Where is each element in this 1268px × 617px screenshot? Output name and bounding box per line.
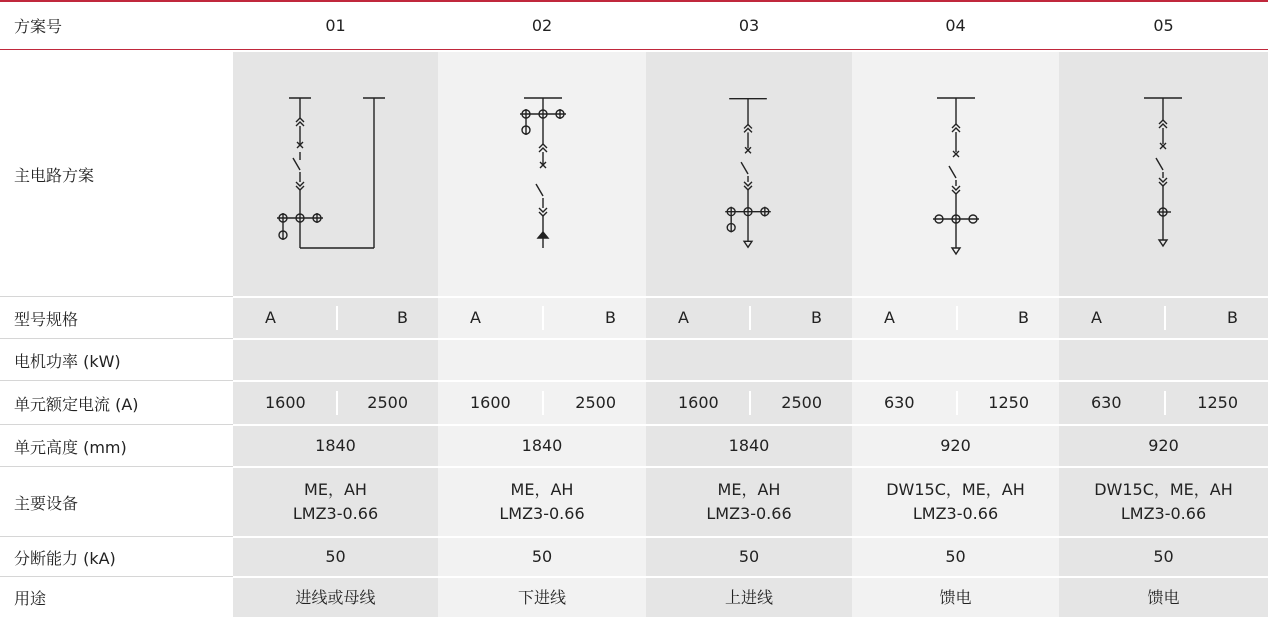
equipment-03 [646, 468, 852, 536]
current-04-b: 1250 [956, 391, 1060, 415]
equipment-04-line2: LMZ3-0.66 [912, 504, 999, 523]
current-03-a: 1600 [678, 393, 719, 412]
power-row [0, 340, 1268, 380]
scheme-03: 03 [646, 2, 852, 50]
current-05-b: 1250 [1164, 391, 1268, 415]
power-04 [852, 340, 1059, 380]
usage-04: 馈电 [852, 578, 1059, 617]
equipment-row [0, 468, 1268, 536]
current-02-b: 2500 [542, 391, 646, 415]
circuit-01-svg [233, 52, 438, 296]
breaking-03: 50 [646, 538, 852, 576]
current-01 [233, 382, 438, 424]
power-03 [646, 340, 852, 380]
equipment-02-line1: ME，AH [510, 480, 574, 499]
model-05 [1059, 298, 1268, 338]
power-02 [438, 340, 646, 380]
label-divider [0, 424, 233, 425]
equipment-label: 主要设备 [14, 493, 79, 513]
model-05-b: B [1164, 306, 1268, 330]
equipment-01 [233, 468, 438, 536]
model-04-b: B [956, 306, 1060, 330]
model-02 [438, 298, 646, 338]
usage-02: 下进线 [438, 578, 646, 617]
equipment-01-line1: ME，AH [304, 480, 367, 499]
scheme-01: 01 [233, 2, 438, 50]
breaking-01: 50 [233, 538, 438, 576]
model-01-b: B [336, 306, 439, 330]
equipment-04-line1: DW15C，ME，AH [886, 480, 1025, 499]
current-row [0, 382, 1268, 424]
model-01 [233, 298, 438, 338]
height-02: 1840 [438, 426, 646, 466]
label-divider [0, 466, 233, 467]
label-divider [0, 576, 233, 577]
breaking-row [0, 538, 1268, 576]
current-02 [438, 382, 646, 424]
equipment-05-line2: LMZ3-0.66 [1120, 504, 1207, 523]
height-01: 1840 [233, 426, 438, 466]
current-02-a: 1600 [470, 393, 511, 412]
current-05 [1059, 382, 1268, 424]
current-label: 单元额定电流 (A) [14, 394, 139, 414]
header-label: 方案号 [0, 2, 233, 50]
usage-05: 馈电 [1059, 578, 1268, 617]
height-03: 1840 [646, 426, 852, 466]
power-05 [1059, 340, 1268, 380]
equipment-03-line1: ME，AH [717, 480, 781, 499]
current-04 [852, 382, 1059, 424]
current-01-a: 1600 [265, 393, 306, 412]
equipment-02 [438, 468, 646, 536]
scheme-02: 02 [438, 2, 646, 50]
model-04-a: A [884, 308, 895, 327]
circuit-05-svg [1060, 52, 1267, 296]
breaking-02: 50 [438, 538, 646, 576]
model-label: 型号规格 [14, 309, 79, 329]
usage-row [0, 578, 1268, 617]
circuit-02-svg [440, 52, 645, 296]
model-02-b: B [542, 306, 646, 330]
breaking-04: 50 [852, 538, 1059, 576]
equipment-03-line2: LMZ3-0.66 [706, 504, 792, 523]
equipment-04 [852, 468, 1059, 536]
usage-01: 进线或母线 [233, 578, 438, 617]
circuit-diagram-03 [646, 52, 852, 296]
model-05-a: A [1091, 308, 1102, 327]
model-02-a: A [470, 308, 481, 327]
circuit-04-svg [853, 52, 1059, 296]
circuit-diagram-04 [852, 52, 1059, 296]
label-divider [0, 536, 233, 537]
equipment-05 [1059, 468, 1268, 536]
circuit-row [0, 52, 1268, 296]
current-03 [646, 382, 852, 424]
circuit-diagram-01 [233, 52, 438, 296]
circuit-label: 主电路方案 [14, 165, 95, 185]
height-label: 单元高度 (mm) [14, 437, 127, 457]
equipment-02-line2: LMZ3-0.66 [499, 504, 585, 523]
equipment-01-line2: LMZ3-0.66 [292, 504, 379, 523]
breaking-05: 50 [1059, 538, 1268, 576]
height-05: 920 [1059, 426, 1268, 466]
label-divider [0, 338, 233, 339]
circuit-diagram-05 [1059, 52, 1268, 296]
label-divider [0, 380, 233, 381]
model-03-a: A [678, 308, 689, 327]
circuit-03-svg [646, 52, 852, 296]
height-04: 920 [852, 426, 1059, 466]
usage-03: 上进线 [646, 578, 852, 617]
current-01-b: 2500 [336, 391, 439, 415]
model-03-b: B [749, 306, 852, 330]
circuit-diagram-02 [438, 52, 646, 296]
current-04-a: 630 [884, 393, 915, 412]
label-divider [0, 296, 233, 297]
current-03-b: 2500 [749, 391, 852, 415]
equipment-05-line1: DW15C，ME，AH [1094, 480, 1233, 499]
scheme-05: 05 [1059, 2, 1268, 50]
model-row [0, 298, 1268, 338]
breaking-label: 分断能力 (kA) [14, 548, 116, 568]
model-03 [646, 298, 852, 338]
power-01 [233, 340, 438, 380]
height-row [0, 426, 1268, 466]
header-row [0, 2, 1268, 50]
power-label: 电机功率 (kW) [14, 351, 121, 371]
model-04 [852, 298, 1059, 338]
scheme-04: 04 [852, 2, 1059, 50]
usage-label: 用途 [14, 589, 47, 608]
model-01-a: A [265, 308, 276, 327]
current-05-a: 630 [1091, 393, 1122, 412]
